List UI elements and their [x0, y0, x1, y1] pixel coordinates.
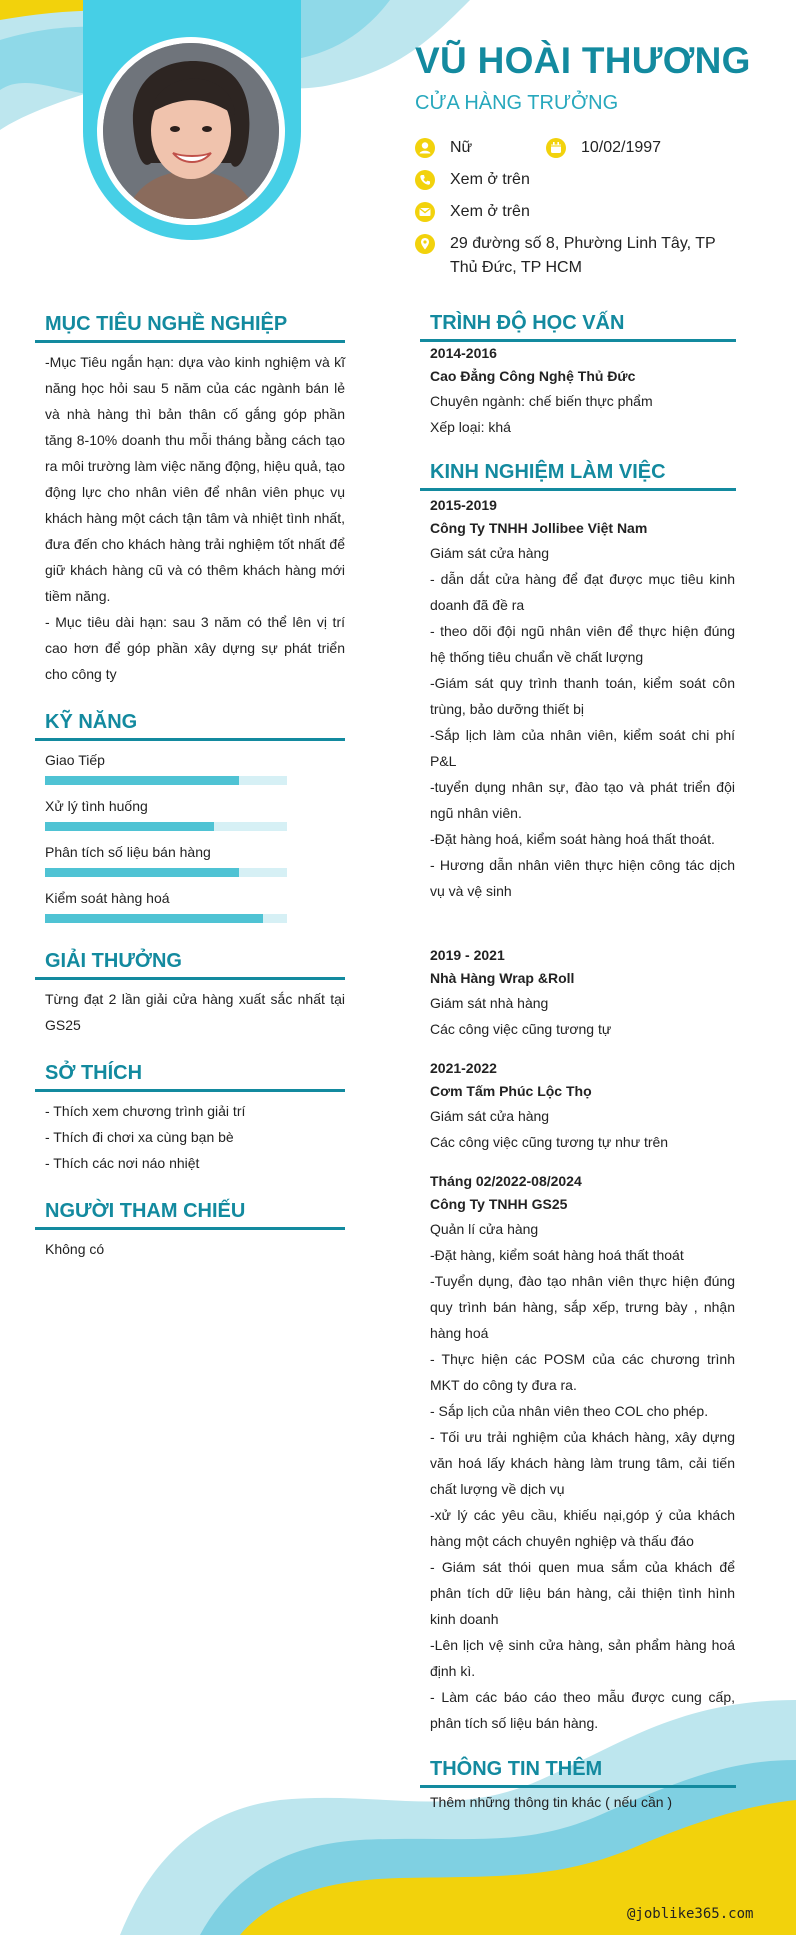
job-company: Công Ty TNHH Jollibee Việt Nam: [430, 520, 648, 536]
job-period: 2019 - 2021: [430, 947, 505, 963]
skill-bar-track: [45, 822, 287, 831]
job-duty: - Thực hiện các POSM của các chương trình MKT do công ty đưa ra.: [430, 1351, 735, 1393]
hobbies-list: [45, 1098, 345, 1176]
skill-communication: [45, 750, 287, 770]
skill-bar-track: [45, 776, 287, 785]
job-position: CỬA HÀNG TRƯỞNG: [415, 92, 619, 114]
skill-label: Giao Tiếp: [45, 752, 105, 768]
avatar-illustration: [103, 43, 279, 219]
extra-title: THÔNG TIN THÊM: [430, 1758, 603, 1780]
candidate-name: VŨ HOÀI THƯƠNG: [415, 40, 751, 81]
watermark: @joblike365.com: [627, 1906, 754, 1922]
job-entry: [430, 1170, 735, 1736]
location-pin-icon: [415, 234, 435, 254]
job-role: Giám sát nhà hàng: [430, 995, 549, 1011]
objective-short-term: -Mục Tiêu ngắn hạn: dựa vào kinh nghiệm và kĩ năng học hỏi sau 5 năm của các ngành bán lẻ và nhà hàng thì bản thân cố gắng góp phần tăng 8-10% doanh thu mỗi tháng bằng cách tạo ra môi trường làm việc năng động, hiệu quả, tạo động lực cho nhân viên để nhân viên phục vụ khách hàng một cách tận tâm và nhiệt tình nhất, đưa đến cho khách hàng trải nghiệm tốt nhất để giữ khách hàng cũ và có thêm khách hàng mới tiềm năng.: [45, 354, 345, 604]
job-duty: Các công việc cũng tương tự: [430, 1021, 612, 1037]
objective-long-term: - Mục tiêu dài hạn: sau 3 năm có thể lên vị trí cao hơn để góp phần xây dựng sự phát triển cho công ty: [45, 614, 345, 682]
objective-text: [45, 349, 345, 687]
skill-bar-fill: [45, 822, 214, 831]
awards-text: Từng đạt 2 lần giải cửa hàng xuất sắc nhất tại GS25: [45, 991, 345, 1033]
job-duty: - theo dõi đội ngũ nhân viên để thực hiện đúng hệ thống tiêu chuẩn về chất lượng: [430, 623, 735, 665]
user-icon: [415, 138, 435, 158]
phone-row: [415, 168, 735, 192]
skill-bar-fill: [45, 914, 263, 923]
birthday-value: 10/02/1997: [581, 139, 662, 156]
extra-rule: [420, 1785, 736, 1788]
email-icon: [415, 202, 435, 222]
references-text: Không có: [45, 1241, 105, 1257]
education-rank: Xếp loại: khá: [430, 419, 511, 435]
skill-problem-solving: [45, 796, 287, 816]
education-title: TRÌNH ĐỘ HỌC VẤN: [430, 312, 625, 334]
hobby-item: - Thích xem chương trình giải trí: [45, 1103, 246, 1119]
skill-label: Kiểm soát hàng hoá: [45, 890, 170, 906]
job-entry: [430, 494, 735, 904]
job-role: Quản lí cửa hàng: [430, 1221, 539, 1237]
job-duty: -Sắp lịch làm của nhân viên, kiểm soát chi phí P&L: [430, 727, 735, 769]
calendar-icon: [546, 138, 566, 158]
hobbies-title: SỞ THÍCH: [45, 1062, 143, 1084]
awards-title: GIẢI THƯỞNG: [45, 950, 182, 972]
job-period: 2015-2019: [430, 497, 497, 513]
job-duty: - Làm các báo cáo theo mẫu được cung cấp, phân tích số liệu bán hàng.: [430, 1689, 735, 1731]
extra-text: Thêm những thông tin khác ( nếu cần ): [430, 1794, 673, 1810]
birthday-row: [546, 136, 746, 160]
job-role: Giám sát cửa hàng: [430, 1108, 550, 1124]
skill-bar-fill: [45, 868, 239, 877]
skill-sales-analysis: [45, 842, 287, 862]
address-value: 29 đường số 8, Phường Linh Tây, TP Thủ Đức, TP HCM: [450, 235, 716, 276]
job-role: Giám sát cửa hàng: [430, 545, 550, 561]
job-entry: [430, 944, 735, 1042]
skill-label: Phân tích số liệu bán hàng: [45, 844, 211, 860]
awards-rule: [35, 977, 345, 980]
job-duty: Các công việc cũng tương tự như trên: [430, 1134, 669, 1150]
job-duty: - Sắp lịch của nhân viên theo COL cho phép.: [430, 1403, 709, 1419]
job-company: Cơm Tấm Phúc Lộc Thọ: [430, 1083, 592, 1099]
references-rule: [35, 1227, 345, 1230]
job-company: Công Ty TNHH GS25: [430, 1196, 568, 1212]
skills-rule: [35, 738, 345, 741]
job-duty: -tuyển dụng nhân sự, đào tạo và phát triển đội ngũ nhân viên.: [430, 779, 735, 821]
hobby-item: - Thích các nơi náo nhiệt: [45, 1155, 200, 1171]
education-major: Chuyên ngành: chế biến thực phẩm: [430, 393, 653, 409]
gender-value: Nữ: [450, 139, 473, 156]
references-title: NGƯỜI THAM CHIẾU: [45, 1200, 246, 1222]
job-duty: -Đặt hàng, kiểm soát hàng hoá thất thoát: [430, 1247, 684, 1263]
job-duty: - dẫn dắt cửa hàng để đạt được mục tiêu kinh doanh đã đề ra: [430, 571, 735, 613]
job-period: Tháng 02/2022-08/2024: [430, 1173, 582, 1189]
job-duty: -Đặt hàng hoá, kiểm soát hàng hoá thất thoát.: [430, 831, 715, 847]
skill-bar-track: [45, 868, 287, 877]
job-duty: -Lên lịch vệ sinh cửa hàng, sản phẩm hàng hoá định kì.: [430, 1637, 735, 1679]
skill-inventory-control: [45, 888, 287, 908]
skill-bar-track: [45, 914, 287, 923]
hobbies-rule: [35, 1089, 345, 1092]
experience-title: KINH NGHIỆM LÀM VIỆC: [430, 461, 666, 483]
phone-value: Xem ở trên: [450, 171, 530, 188]
skill-bar-fill: [45, 776, 239, 785]
job-period: 2021-2022: [430, 1060, 497, 1076]
job-duty: -xử lý các yêu cầu, khiếu nại,góp ý của khách hàng một cách chuyên nghiệp và thấu đáo: [430, 1507, 735, 1549]
hobby-item: - Thích đi chơi xa cùng bạn bè: [45, 1129, 234, 1145]
objective-rule: [35, 340, 345, 343]
job-duty: - Hương dẫn nhân viên thực hiện công tác dịch vụ và vệ sinh: [430, 857, 735, 899]
skills-title: KỸ NĂNG: [45, 711, 138, 733]
job-duty: -Giám sát quy trình thanh toán, kiểm soát côn trùng, bảo dưỡng thiết bị: [430, 675, 735, 717]
education-school: Cao Đẳng Công Nghệ Thủ Đức: [430, 368, 636, 384]
phone-icon: [415, 170, 435, 190]
profile-photo: [103, 43, 279, 219]
job-duty: -Tuyển dụng, đào tạo nhân viên thực hiện đúng quy trình bán hàng, sắp xếp, trưng bày , nhận hàng hoá: [430, 1273, 735, 1341]
email-value: Xem ở trên: [450, 203, 530, 220]
education-block: [430, 342, 735, 440]
address-row: [415, 232, 735, 280]
job-company: Nhà Hàng Wrap &Roll: [430, 970, 575, 986]
education-period: 2014-2016: [430, 345, 497, 361]
job-entry: [430, 1057, 735, 1155]
gender-row: [415, 136, 555, 160]
skill-label: Xử lý tình huống: [45, 798, 148, 814]
experience-rule: [420, 488, 736, 491]
objective-title: MỤC TIÊU NGHỀ NGHIỆP: [45, 313, 288, 335]
email-row: [415, 200, 735, 224]
job-duty: - Tối ưu trải nghiệm của khách hàng, xây dựng văn hoá lấy khách hàng làm trung tâm, cải tiến chất lượng về dịch vụ: [430, 1429, 735, 1497]
job-duty: - Giám sát thói quen mua sắm của khách để phân tích dữ liệu bán hàng, cải thiện tình hình kinh doanh: [430, 1559, 735, 1627]
